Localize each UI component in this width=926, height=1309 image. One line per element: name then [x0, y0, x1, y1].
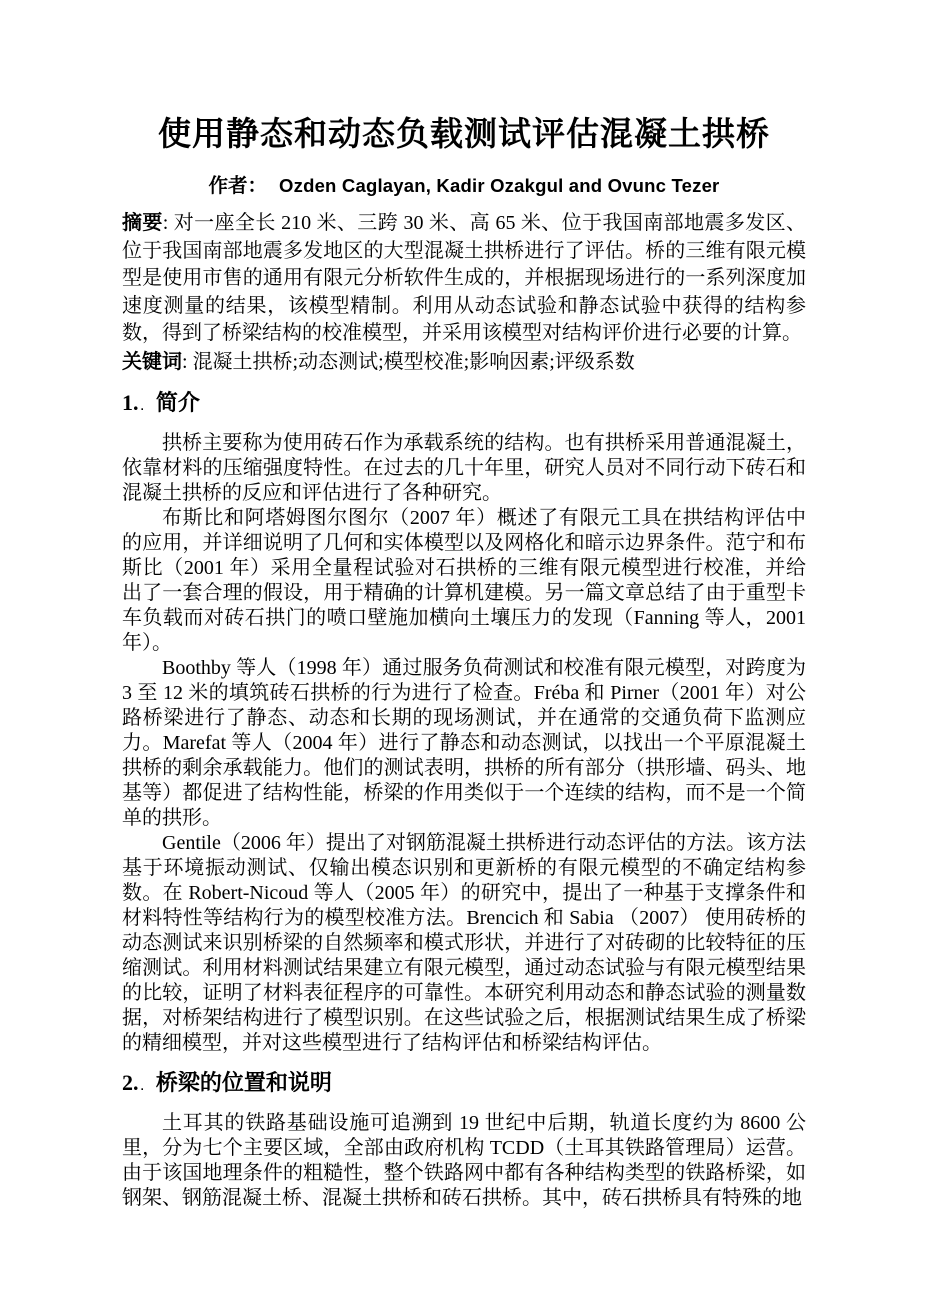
paper-title: 使用静态和动态负载测试评估混凝土拱桥 — [158, 114, 770, 153]
section-1-number: 1. — [122, 390, 139, 415]
authors-line — [122, 172, 806, 200]
section-1-paragraph-2: 布斯比和阿塔姆图尔图尔（2007 年）概述了有限元工具在拱结构评估中的应用，并详细说明了几何和实体模型以及网格化和暗示边界条件。范宁和布斯比（2001 年）采用全量程试验对石拱桥的三维有限元模型进行校准，并给出了一套合理的假设，用于精确的计算机建模。另一篇文章总结了由于重型卡车负载而对砖石拱门的喷口壁施加横向土壤压力的发现（Fanning 等人，2001 年）。 — [122, 507, 806, 654]
abstract-label: 摘要 — [122, 210, 163, 234]
section-1-heading — [122, 388, 806, 423]
section-1-paragraph-4: Gentile（2006 年）提出了对钢筋混凝土拱桥进行动态评估的方法。该方法基于环境振动测试、仅输出模态识别和更新桥的有限元模型的不确定结构参数。在 Robert-Nicoud 等人（2005 年）的研究中，提出了一种基于支撑条件和材料特性等结构行为的模型校准方法。Brencich 和 Sabia （2007） 使用砖桥的动态测试来识别桥梁的自然频率和模式形状，并进行了对砖砌的比较特征的压缩测试。利用材料测试结果建立有限元模型，通过动态试验与有限元模型结果的比较，证明了材料表征程序的可靠性。本研究利用动态和静态试验的测量数据，对桥架结构进行了模型识别。在这些试验之后，根据测试结果生成了桥梁的精细模型，并对这些模型进行了结构评估和桥梁结构评估。 — [122, 832, 806, 1054]
section-1-title: 简介 — [155, 391, 200, 416]
section-1-subdot: . — [140, 403, 144, 413]
section-1-paragraph-3: Boothby 等人（1998 年）通过服务负荷测试和校准有限元模型，对跨度为 3 至 12 米的填筑砖石拱桥的行为进行了检查。Fréba 和 Pirner（2001 年）对公路桥梁进行了静态、动态和长期的现场测试，并在通常的交通负荷下监测应力。Marefat 等人（2004 年）进行了静态和动态测试，以找出一个平原混凝土拱桥的剩余承载能力。他们的测试表明，拱桥的所有部分（拱形墙、码头、地基等）都促进了结构性能，桥梁的作用类似于一个连续的结构，而不是一个简单的拱形。 — [122, 657, 806, 829]
section-2-number: 2. — [122, 1070, 139, 1095]
keywords-line — [122, 348, 806, 377]
abstract-separator: : — [162, 212, 174, 234]
authors-label: 作者： — [208, 174, 268, 197]
abstract-text: 对一座全长 210 米、三跨 30 米、高 65 米、位于我国南部地震多发区、位于我国南部地震多发地区的大型混凝土拱桥进行了评估。桥的三维有限元模型是使用市售的通用有限元分析软件生成的，并根据现场进行的一系列深度加速度测量的结果，该模型精制。利用从动态试验和静态试验中获得的结构参数，得到了桥梁结构的校准模型，并采用该模型对结构评价进行必要的计算。 — [122, 212, 807, 344]
section-2-subdot: . — [140, 1083, 144, 1093]
authors-names: Ozden Caglayan, Kadir Ozakgul and Ovunc Tezer — [279, 175, 720, 196]
section-2-heading — [122, 1068, 806, 1103]
section-2-paragraph-1: 土耳其的铁路基础设施可追溯到 19 世纪中后期，轨道长度约为 8600 公里，分为七个主要区域，全部由政府机构 TCDD（土耳其铁路管理局）运营。由于该国地理条件的粗糙性，整个铁路网中都有各种结构类型的铁路桥梁，如钢架、钢筋混凝土桥、混凝土拱桥和砖石拱桥。其中，砖石拱桥具有特殊的地 — [122, 1112, 806, 1209]
keywords-separator: : — [182, 350, 193, 373]
section-2-title: 桥梁的位置和说明 — [155, 1071, 332, 1096]
keywords-text: 混凝土拱桥;动态测试;模型校准;影响因素;评级系数 — [192, 350, 635, 373]
abstract-paragraph — [122, 209, 806, 348]
section-1-paragraph-1: 拱桥主要称为使用砖石作为承载系统的结构。也有拱桥采用普通混凝土，依靠材料的压缩强度特性。在过去的几十年里，研究人员对不同行动下砖石和混凝土拱桥的反应和评估进行了各种研究。 — [122, 432, 806, 504]
keywords-label: 关键词 — [122, 348, 182, 373]
